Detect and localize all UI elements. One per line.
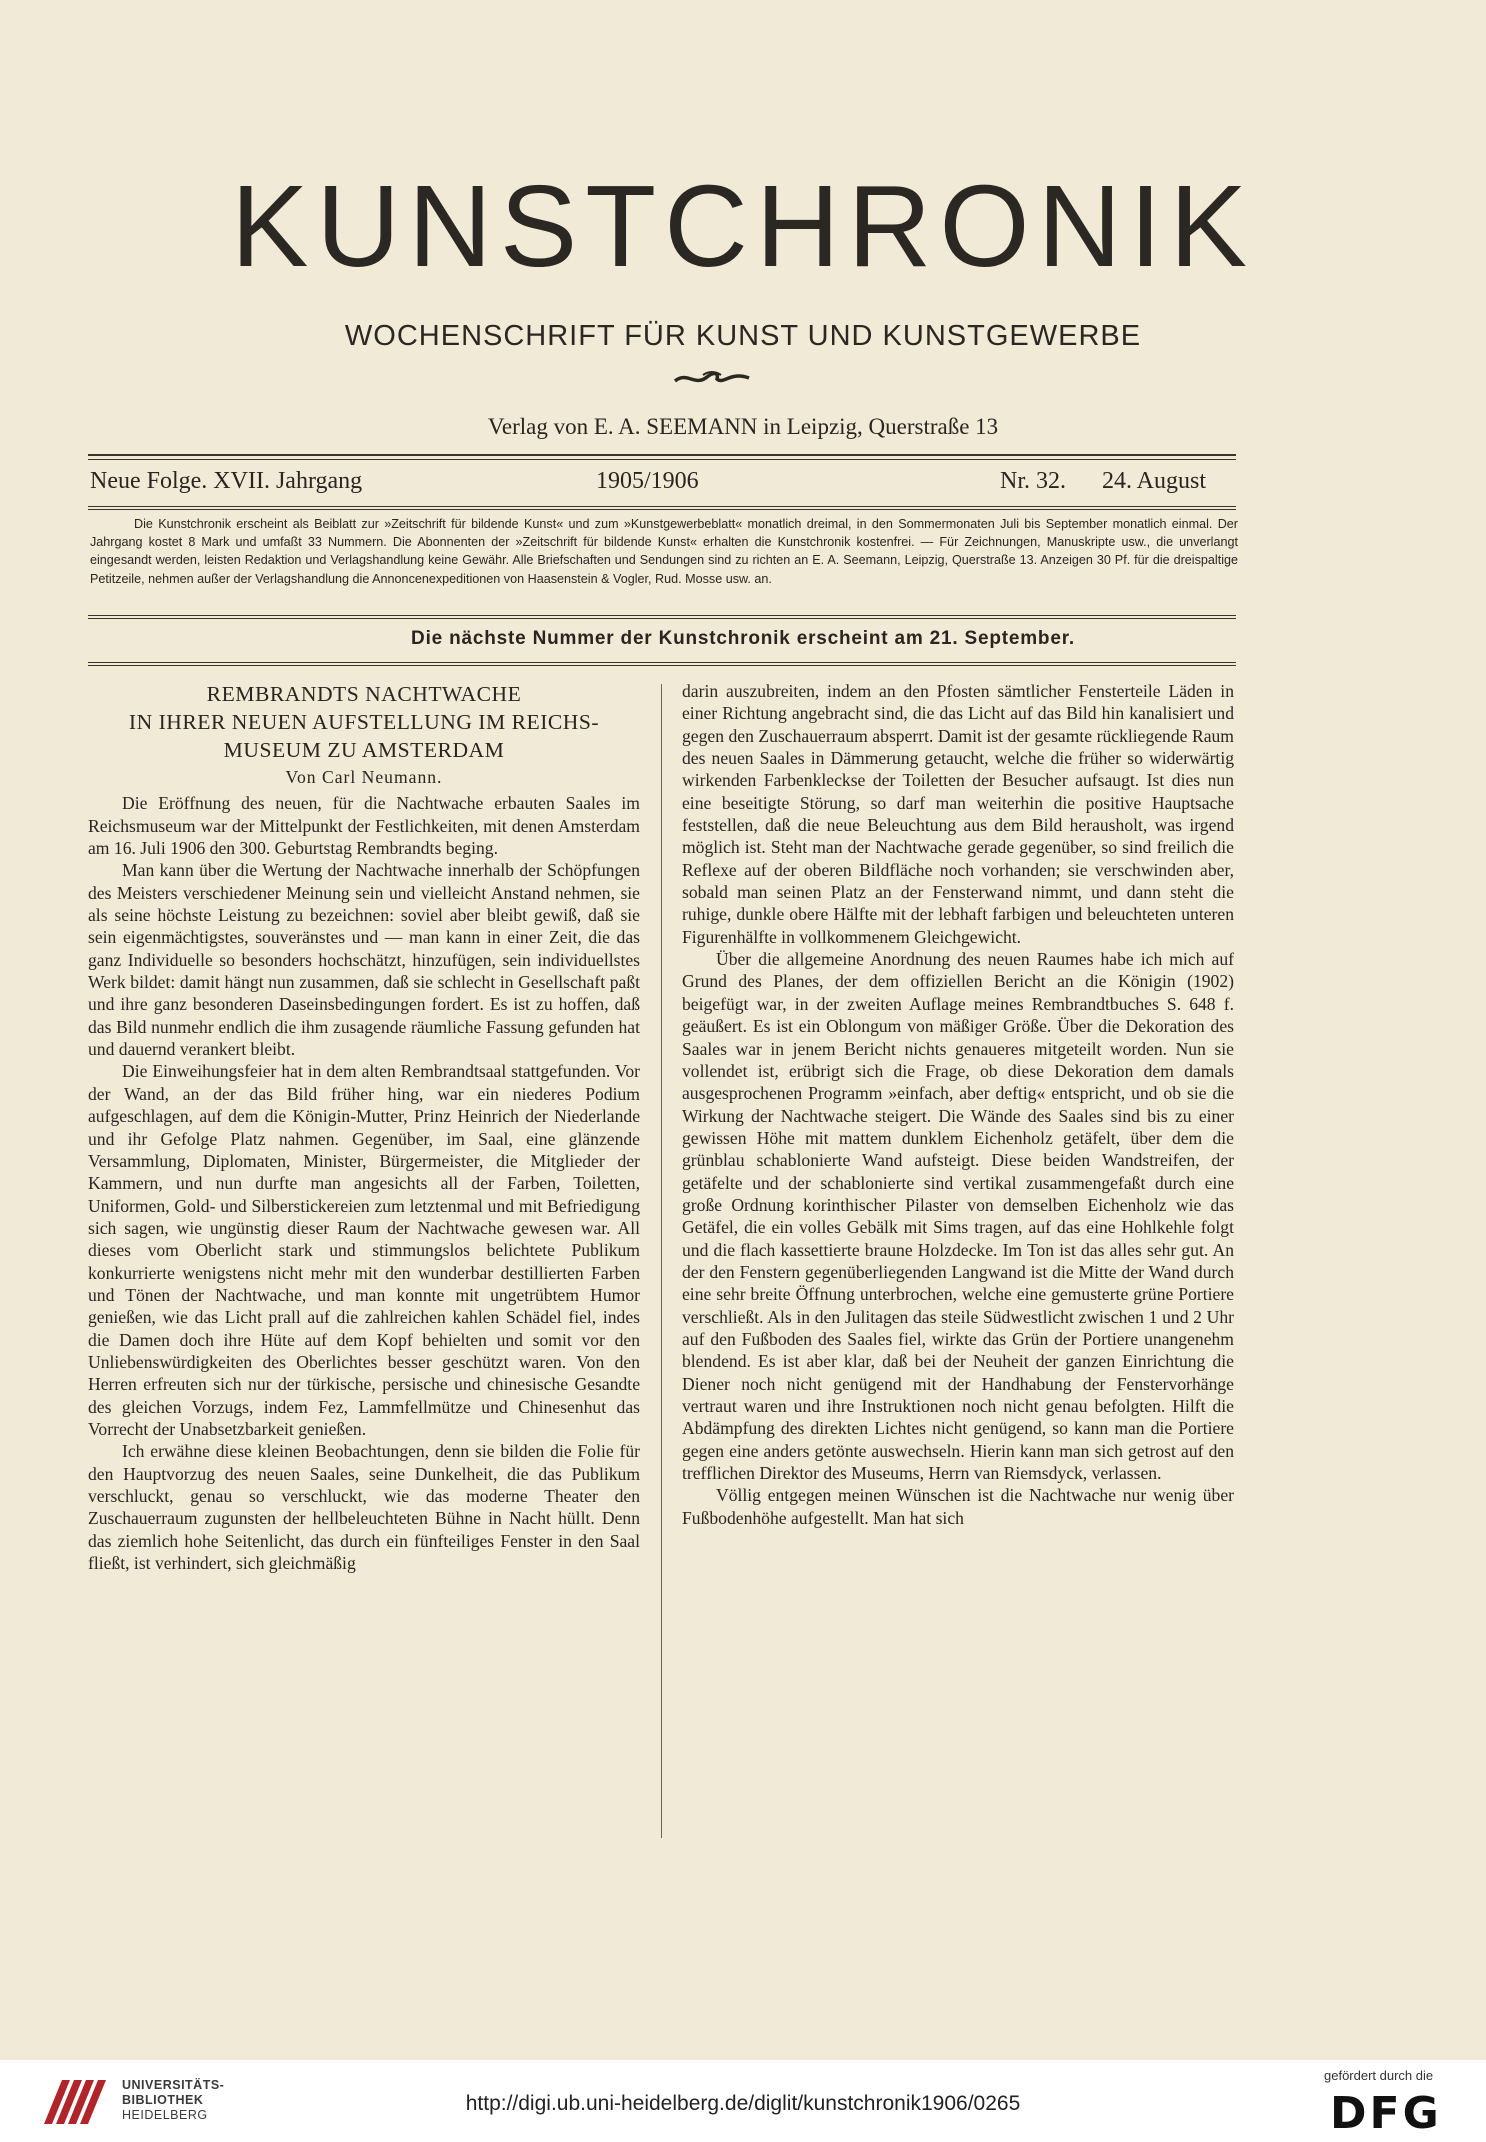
next-issue-announcement: Die nächste Nummer der Kunstchronik erscheint am 21. September.: [411, 628, 1075, 649]
rule-issue-bottom-2: [88, 509, 1236, 510]
footer-bar: [0, 2060, 1486, 2142]
ornament-icon: [673, 369, 751, 387]
article-title-line-1: REMBRANDTS NACHTWACHE: [206, 682, 522, 706]
university-name-line-3: HEIDELBERG: [122, 2108, 208, 2122]
dfg-logo: DFG: [1330, 2088, 1442, 2139]
issue-line: [90, 468, 1222, 502]
publisher-line: Verlag von E. A. SEEMANN in Leipzig, Querstraße 13: [487, 414, 999, 439]
paragraph: Man kann über die Wertung der Nachtwache innerhalb der Schöpfungen des Meisters verschiedener Meinung sein und vielleicht Anstand nehmen, sie als seine höchste Leistung zu bezeichnen: soviel aber bleibt gewiß, daß sie sein eigenmächtigstes, souveränstes und — man kann in einer Zeit, die das ganz Individuelle so besonders hochschätzt, hinzufügen, sein individuellstes Werk bildet: damit hängt nun zusammen, daß sie schlecht in Gesellschaft paßt und ihre ganz besonderen Daseinsbedingungen fordert. Es ist zu hoffen, daß das Bild nunmehr endlich die ihm zusagende räumliche Fassung gefunden hat und dauernd verankert bleibt.: [88, 860, 640, 1060]
paragraph: Die Eröffnung des neuen, für die Nachtwache erbauten Saales im Reichsmuseum war der Mittelpunkt der Festlichkeiten, mit denen Amsterdam am 16. Juli 1906 den 300. Geburtstag Rembrandts beging.: [88, 793, 640, 859]
issue-series: Neue Folge. XVII. Jahrgang: [90, 468, 363, 494]
article-column-right: [682, 680, 1234, 1529]
source-url-link[interactable]: http://digi.ub.uni-heidelberg.de/diglit/kunstchronik1906/0265: [465, 2092, 1021, 2115]
rule-notice-bottom-2: [88, 618, 1236, 619]
rule-body-top-1: [88, 662, 1236, 663]
paragraph: Völlig entgegen meinen Wünschen ist die Nachtwache nur wenig über Fußbodenhöhe aufgestellt. Man hat sich: [682, 1485, 1234, 1528]
paragraph: Ich erwähne diese kleinen Beobachtungen, denn sie bilden die Folie für den Hauptvorzug des neuen Saales, seine Dunkelheit, die das Publikum verschluckt, genau so verschluckt, wie das moderne Theater den Zuschauerraum zugunsten der hellbeleuchteten Bühne in Nacht hüllt. Denn das ziemlich hohe Seitenlicht, das durch ein fünfteiliges Fenster in den Saal fließt, ist verhindert, sich gleichmäßig: [88, 1441, 640, 1574]
paragraph: Die Einweihungsfeier hat in dem alten Rembrandtsaal stattgefunden. Vor der Wand, an der das Bild früher hing, war ein niederes Podium aufgeschlagen, auf dem die Königin-Mutter, Prinz Heinrich der Niederlande und ihr Gefolge Platz nahmen. Gegenüber, im Saal, eine glänzende Versammlung, Diplomaten, Minister, Bürgermeister, die Mitglieder der Kammern, und nun durfte man angesichts all der Farben, Toiletten, Uniformen, Gold- und Silberstickereien zum letztenmal und mit Befriedigung sich sagen, wie ungünstig dieser Raum der Nachtwache gewesen war. All dieses vom Oberlicht stark und stimmungslos belichtete Publikum konkurrierte wenigstens nicht mehr mit den wunderbar destillierten Farben und Tönen der Nachtwache, und man konnte mit ungetrübtem Humor genießen, wie das Licht prall auf die zahlreichen kahlen Schädel fiel, indes die Damen doch ihre Hüte auf dem Kopf behielten und somit vor den Unliebenswürdigkeiten des Oberlichtes besser geschützt waren. Von den Herren erfreuten sich nur der türkische, persische und chinesische Gesandte des gleichen Vorzugs, indem Fez, Lammfellmütze und Chinesenhut das Vorrecht der Unabsetzbarkeit genießen.: [88, 1061, 640, 1439]
rule-top-thick: [88, 454, 1236, 456]
paragraph: darin auszubreiten, indem an den Pfosten sämtlicher Fensterteile Läden in einer Richtung angebracht sind, die das Licht auf das Bild hin kanalisiert und gegen den Zuschauerraum absperrt. Damit ist der gesamte rückliegende Raum des neuen Saales in Dämmerung getaucht, welche die früher so widerwärtig wirkenden Farbenkleckse der Toiletten der Besucher aufsaugt. Ist dies nun eine beseitigte Störung, so darf man weiterhin die positive Hauptsache feststellen, daß die neue Beleuchtung aus dem Bild herausholt, was irgend möglich ist. Steht man der Nachtwache gerade gegenüber, so sind freilich die Reflexe auf der oberen Bildfläche noch vorhanden; sie verschwinden aber, sobald man seinen Platz an der Fensterwand nimmt, und dann steht die ruhige, dunkle obere Hälfte mit der lebhaft farbigen und beleuchteten unteren Figurenhälfte in vollkommenem Gleichgewicht.: [682, 681, 1234, 947]
masthead-subtitle: WOCHENSCHRIFT FÜR KUNST UND KUNSTGEWERBE: [344, 320, 1142, 352]
subscription-notice: [90, 515, 1238, 588]
rule-body-top-2: [88, 665, 1236, 666]
masthead-title: KUNSTCHRONIK: [230, 161, 1256, 291]
notice-text: Die Kunstchronik erscheint als Beiblatt zur »Zeitschrift für bildende Kunst« und zum »Kunstgewerbeblatt« monatlich dreimal, in den Sommermonaten Juli bis September monatlich einmal. Der Jahrgang kostet 8 Mark und umfaßt 33 Nummern. Die Abonnenten der »Zeitschrift für bildende Kunst« erhalten die Kunstchronik kostenfrei. — Für Zeichnungen, Manuskripte usw., die unverlangt eingesandt werden, leisten Redaktion und Verlagshandlung keine Gewähr. Alle Briefschaften und Sendungen sind zu richten an E. A. Seemann, Leipzig, Querstraße 13. Anzeigen 30 Pf. für die dreispaltige Petitzeile, nehmen außer der Verlagshandlung die Annoncenexpeditionen von Haasenstein & Vogler, Rud. Mosse usw. an.: [90, 517, 1238, 586]
issue-years: 1905/1906: [596, 468, 699, 494]
article-byline: Von Carl Neumann.: [285, 767, 443, 787]
university-name-line-2: BIBLIOTHEK: [122, 2093, 204, 2107]
article-title-line-3: MUSEUM ZU AMSTERDAM: [223, 738, 505, 762]
rule-notice-bottom-1: [88, 615, 1236, 616]
article-column-left: [88, 680, 640, 1574]
article-title: [88, 680, 640, 764]
issue-number: Nr. 32.: [1000, 468, 1066, 494]
rule-issue-bottom-1: [88, 506, 1236, 507]
paragraph: Über die allgemeine Anordnung des neuen Raumes habe ich mich auf Grund des Planes, der dem offiziellen Bericht an die Königin (1902) beigefügt war, in der zweiten Auflage meines Rembrandtbuches S. 648 f. geäußert. Es ist ein Oblongum von mäßiger Größe. Über die Dekoration des Saales war in jenem Bericht nichts genaueres mitgeteilt worden. Nun sie vollendet ist, erübrigt sich die Frage, ob diese Dekoration dem damals ausgesprochenen Programm »einfach, aber deftig« entspricht, und ob sie die Wirkung der Nachtwache steigert. Die Wände des Saales sind bis zu einer gewissen Höhe mit mattem dunklem Eichenholz getäfelt, über dem die grünblau schablonierte Wand aufsteigt. Diese beiden Wandstreifen, der getäfelte und der schablonierte sind vertikal zusammengefaßt durch eine große Ordnung korinthischer Pilaster von demselben Eichenholz wie das Getäfel, die ein volles Gebälk mit Sims tragen, auf das eine Hohlkehle folgt und die flach kassettierte braune Holzdecke. Im Ton ist das alles sehr gut. An der den Fenstern gegenüberliegenden Langwand ist die Mitte der Wand durch eine sehr breite Öffnung unterbrochen, welche eine gemusterte grüne Portiere verschließt. Als in den Julitagen das steile Südwestlicht zwischen 1 und 2 Uhr auf den Fußboden des Saales fiel, wirkte das Grün der Portiere unangenehm blendend. Es ist aber klar, daß bei der Neuheit der ganzen Einrichtung die Diener noch nicht genügend mit der Handhabung der Fenstervorhänge vertraut waren und ihre Instruktionen noch nicht genau befolgten. Hilft die Abdämpfung des direkten Lichtes nicht genügend, so kann man die Portiere gegen eine anders getönte auswechseln. Hierin kann man sich getrost auf den trefflichen Direktor des Museums, Herrn van Riemsdyck, verlassen.: [682, 949, 1234, 1484]
issue-date: 24. August: [1102, 468, 1207, 494]
article-title-line-2: IN IHRER NEUEN AUFSTELLUNG IM REICHS-: [128, 710, 600, 734]
funding-caption: gefördert durch die: [1324, 2068, 1434, 2083]
column-divider: [661, 684, 662, 1838]
rule-top-thin: [88, 459, 1236, 460]
university-name-line-1: UNIVERSITÄTS-: [122, 2078, 225, 2092]
